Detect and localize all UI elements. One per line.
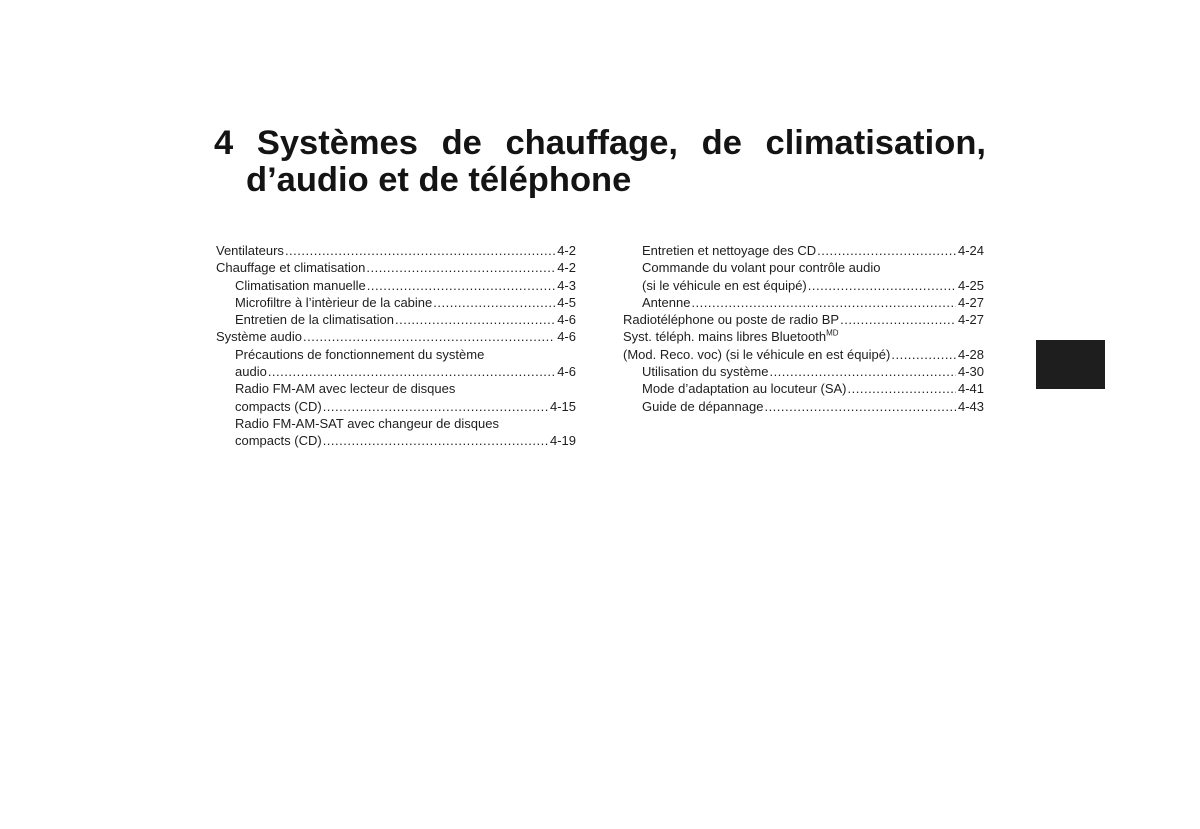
toc-entry-label: compacts (CD) bbox=[235, 398, 322, 414]
toc-entry-label: Ventilateurs bbox=[216, 243, 284, 258]
toc-page-number: 4-27 bbox=[957, 294, 984, 310]
toc-page-number: 4-28 bbox=[957, 346, 984, 362]
toc-left-column bbox=[216, 242, 576, 450]
toc-entry-label-line-1: Radio FM-AM avec lecteur de disques bbox=[235, 381, 456, 397]
toc-entry-label-line-1-text: Syst. téléph. mains libres Bluetooth bbox=[623, 329, 827, 345]
toc-leader-dots bbox=[691, 294, 956, 311]
toc-page-number: 4-6 bbox=[557, 364, 576, 380]
toc-entry-label-line-1 bbox=[623, 328, 984, 345]
toc-page-number: 4-6 bbox=[557, 312, 576, 328]
toc-page-number: 4-2 bbox=[557, 260, 576, 276]
toc-page-number: 4-25 bbox=[957, 277, 984, 293]
toc-entry-label: Climatisation manuelle bbox=[235, 277, 366, 293]
chapter-title-line-2: d’audio et de téléphone bbox=[246, 161, 632, 199]
toc-entry-bluetooth[interactable] bbox=[623, 328, 984, 363]
toc-page-number: 4-41 bbox=[957, 381, 984, 397]
toc-leader-dots bbox=[268, 363, 555, 380]
toc-page-number: 4-5 bbox=[557, 294, 576, 310]
toc-entry-label: (Mod. Reco. voc) (si le véhicule en est équipé) bbox=[623, 346, 891, 362]
toc-entry-precautions-fonctionnement[interactable] bbox=[216, 346, 576, 381]
toc-entry-radio-fm-am[interactable] bbox=[216, 380, 576, 415]
toc-page-number: 4-2 bbox=[557, 243, 576, 258]
toc-entry-label-line-1: Commande du volant pour contrôle audio bbox=[642, 260, 881, 276]
toc-entry-label: (si le véhicule en est équipé) bbox=[642, 277, 807, 293]
trademark-superscript: MD bbox=[826, 329, 839, 339]
toc-leader-dots bbox=[323, 398, 548, 415]
toc-entry-microfiltre[interactable] bbox=[216, 294, 576, 311]
toc-leader-dots bbox=[891, 346, 956, 363]
toc-leader-dots bbox=[366, 259, 555, 276]
toc-entry-label: Chauffage et climatisation bbox=[216, 260, 366, 276]
toc-entry-label: compacts (CD) bbox=[235, 433, 322, 449]
toc-entry-label: Mode d’adaptation au locuteur (SA) bbox=[642, 381, 847, 397]
toc-entry-label: Microfiltre à l’intèrieur de la cabine bbox=[235, 294, 433, 310]
toc-leader-dots bbox=[433, 294, 555, 311]
toc-entry-label: Antenne bbox=[642, 294, 691, 310]
toc-entry-label: Entretien de la climatisation bbox=[235, 312, 394, 328]
toc-page-number: 4-43 bbox=[957, 398, 984, 414]
toc-entry-entretien-cd[interactable] bbox=[623, 242, 984, 259]
toc-leader-dots bbox=[323, 432, 548, 449]
toc-page-number: 4-3 bbox=[557, 277, 576, 293]
toc-entry-ventilateurs[interactable] bbox=[216, 242, 576, 259]
toc-entry-label: Radiotéléphone ou poste de radio BP bbox=[623, 312, 840, 328]
toc-entry-mode-adaptation[interactable] bbox=[623, 380, 984, 397]
toc-entry-systeme-audio[interactable] bbox=[216, 328, 576, 345]
toc-entry-radiotelephone[interactable] bbox=[623, 311, 984, 328]
toc-leader-dots bbox=[303, 328, 555, 345]
toc-entry-antenne[interactable] bbox=[623, 294, 984, 311]
toc-entry-label-line-1: Précautions de fonctionnement du système bbox=[235, 346, 485, 362]
toc-entry-label: Entretien et nettoyage des CD bbox=[642, 243, 817, 258]
toc-entry-radio-fm-am-sat[interactable] bbox=[216, 415, 576, 450]
toc-leader-dots bbox=[395, 311, 555, 328]
toc-leader-dots bbox=[808, 277, 956, 294]
toc-entry-label-line-1: Radio FM-AM-SAT avec changeur de disques bbox=[235, 415, 499, 431]
toc-leader-dots bbox=[848, 380, 956, 397]
toc-page-number: 4-30 bbox=[957, 364, 984, 380]
toc-entry-utilisation-systeme[interactable] bbox=[623, 363, 984, 380]
chapter-title bbox=[214, 125, 986, 199]
toc-entry-guide-depannage[interactable] bbox=[623, 398, 984, 415]
toc-entry-label: Utilisation du système bbox=[642, 364, 769, 380]
toc-entry-label: Guide de dépannage bbox=[642, 398, 764, 414]
toc-entry-climatisation-manuelle[interactable] bbox=[216, 277, 576, 294]
chapter-title-line-1: 4 Systèmes de chauffage, de climatisation, bbox=[214, 124, 986, 162]
toc-page-number: 4-15 bbox=[549, 398, 576, 414]
toc-leader-dots bbox=[817, 242, 956, 259]
toc-leader-dots bbox=[840, 311, 956, 328]
toc-leader-dots bbox=[285, 242, 555, 259]
toc-right-column bbox=[623, 242, 984, 415]
toc-entry-chauffage-et-climatisation[interactable] bbox=[216, 259, 576, 276]
toc-entry-entretien-climatisation[interactable] bbox=[216, 311, 576, 328]
toc-leader-dots bbox=[764, 398, 956, 415]
toc-leader-dots bbox=[367, 277, 555, 294]
toc-page-number: 4-27 bbox=[957, 312, 984, 328]
toc-page-number: 4-6 bbox=[557, 329, 576, 345]
toc-leader-dots bbox=[769, 363, 956, 380]
toc-entry-label: Système audio bbox=[216, 329, 302, 345]
toc-page-number: 4-24 bbox=[957, 243, 984, 258]
toc-entry-commande-volant[interactable] bbox=[623, 259, 984, 294]
chapter-thumb-tab bbox=[1036, 340, 1105, 389]
toc-entry-label: audio bbox=[235, 364, 267, 380]
toc-page-number: 4-19 bbox=[549, 433, 576, 449]
